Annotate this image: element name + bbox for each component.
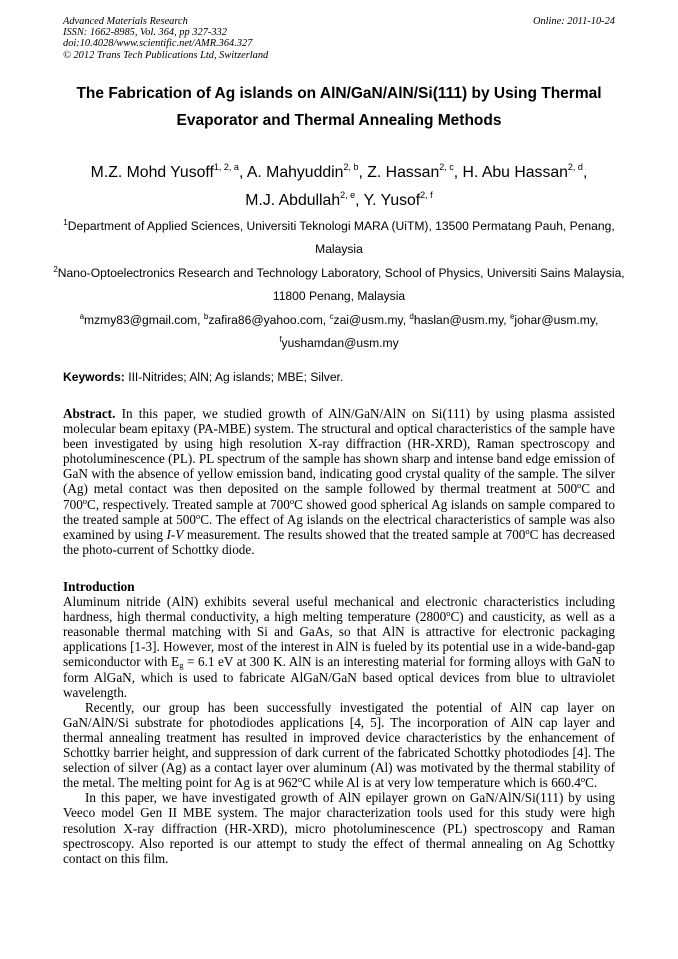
- intro-paragraph-3: In this paper, we have investigated growth of AlN epilayer grown on GaN/AlN/Si(111) by using Veeco model Gen II MBE system. The major characterization tools used for this study were high resolution X-ray diffraction (HR-XRD), micro photoluminescence (PL) spectroscopy and Raman spectroscopy. Also reported is our attempt to study the effect of thermal annealing on Ag Schottky contact on this film.: [63, 790, 615, 866]
- author-name: Z. Hassan: [367, 164, 440, 181]
- author-name: Y. Yusof: [363, 192, 421, 209]
- author-name: H. Abu Hassan: [462, 164, 568, 181]
- journal-name: Advanced Materials Research: [63, 16, 188, 27]
- introduction-section: [63, 579, 615, 866]
- email-link[interactable]: mzmy83@gmail.com: [84, 312, 198, 327]
- intro-paragraph-1: Aluminum nitride (AlN) exhibits several useful mechanical and electronic characteristics including hardness, high thermal conductivity, a high melting temperature (2800$^o$C) and causticity, as well as a reasonable thermal matching with Si and GaAs, so that AlN is attractive for electronic packaging applications [1-3]. However, most of the interest in AlN is fueled by its potential use in a wide-band-gap semiconductor with $E_g = 6.1$ eV at 300 K. AlN is an interesting material for forming alloys with GaN to form AlGaN, which is used to fabricate AlGaN/GaN based optical devices from blue to ultraviolet wavelength.: [63, 594, 615, 700]
- copyright-line: © 2012 Trans Tech Publications Ltd, Switzerland: [63, 49, 269, 61]
- email-list: $^a$mzmy83@gmail.com, $^b$zafira86@yahoo.com, $^c$zai@usm.my, $^d$haslan@usm.my, $^e$johar@usm.my, $^f$yushamdan@usm.my: [79, 311, 599, 351]
- issn-line: ISSN: 1662-8985, Vol. 364, pp 327-332: [63, 27, 227, 39]
- affiliation-2: $^2$Nano-Optoelectronics Research and Technology Laboratory, School of Physics, Universiti Sains Malaysia, 11800 Penang, Malaysia: [53, 264, 625, 304]
- keywords-text: III-Nitrides; AlN; Ag islands; MBE; Silver.: [128, 370, 344, 384]
- author-name: M.J. Abdullah: [245, 192, 341, 209]
- author-affil-marker: 2, d: [567, 162, 583, 172]
- affiliations: [40, 215, 638, 355]
- email-link[interactable]: haslan@usm.my: [413, 312, 504, 327]
- abstract: Abstract. In this paper, we studied growth of AlN/GaN/AlN on Si(111) by using plasma assisted molecular beam epitaxy (PA-MBE) system. The structural and optical characteristics of the sample have been investigated by using high resolution X-ray diffraction (HR-XRD), Raman spectroscopy and photoluminescence (PL). PL spectrum of the sample has shown sharp and intense band edge emission of GaN with the absence of yellow emission band, indicating good crystal quality of the sample. The silver (Ag) metal contact was then deposited on the sample followed by thermal treatment at 500$^o$C and 700$^o$C, respectively. Treated sample at 700$^o$C showed good spherical Ag islands on sample compared to the treated sample at 500$^o$C. The effect of Ag islands on the electrical characteristics of sample was also examined by using I-V measurement. The results showed that the treated sample at 700$^o$C has decreased the photo-current of Schottky diode.: [63, 406, 616, 557]
- keywords-label: Keywords:: [63, 370, 125, 384]
- email-link[interactable]: zai@usm.my: [333, 312, 403, 327]
- author-list: M.Z. Mohd Yusoff$^{1, 2, a}$, A. Mahyuddin$^{2, b}$, Z. Hassan$^{2, c}$, H. Abu Hassan$^{2, d}$, M.J. Abdullah$^{2, e}$, Y. Yusof$^{2, f}$: [90, 162, 588, 209]
- author-affil-marker: 2, c: [439, 162, 454, 172]
- affiliation-1: $^1$Department of Applied Sciences, Universiti Teknologi MARA (UiTM), 13500 Permatang Pauh, Penang, Malaysia: [63, 218, 615, 257]
- doi-line: doi:10.4028/www.scientific.net/AMR.364.327: [63, 38, 253, 50]
- author-affil-marker: 2, f: [420, 190, 433, 200]
- author-affil-marker: 2, e: [340, 190, 356, 200]
- paper-title: The Fabrication of Ag islands on AlN/GaN/AlN/Si(111) by Using Thermal Evaporator and Thermal Annealing Methods: [76, 85, 602, 129]
- author-affil-marker: 2, b: [343, 162, 359, 172]
- keywords: [63, 370, 615, 385]
- email-link[interactable]: johar@usm.my: [514, 312, 596, 327]
- author-name: A. Mahyuddin: [246, 164, 344, 181]
- email-link[interactable]: yushamdan@usm.my: [281, 336, 399, 351]
- online-date: Online: 2011-10-24: [532, 16, 615, 27]
- author-name: M.Z. Mohd Yusoff: [90, 164, 214, 181]
- email-link[interactable]: zafira86@yahoo.com: [208, 312, 323, 327]
- journal-header: [63, 16, 615, 61]
- section-heading: Introduction: [63, 579, 135, 594]
- intro-paragraph-2: Recently, our group has been successfully investigated the potential of AlN cap layer on GaN/AlN/Si substrate for photodiodes applications [4, 5]. The incorporation of AlN cap layer and thermal annealing treatment has resulted in improved device characteristics by the enhancement of Schottky barrier height, and suppression of dark current of the fabricated Schottky photodiodes [4]. The selection of silver (Ag) as a contact layer over aluminum (Al) was motivated by the thermal stability of the metal. The melting point for Ag is at 962$^o$C while Al is at very low temperature which is 660.4$^o$C.: [63, 699, 615, 791]
- author-affil-marker: 1, 2, a: [213, 162, 239, 172]
- abstract-label: Abstract.: [63, 406, 116, 421]
